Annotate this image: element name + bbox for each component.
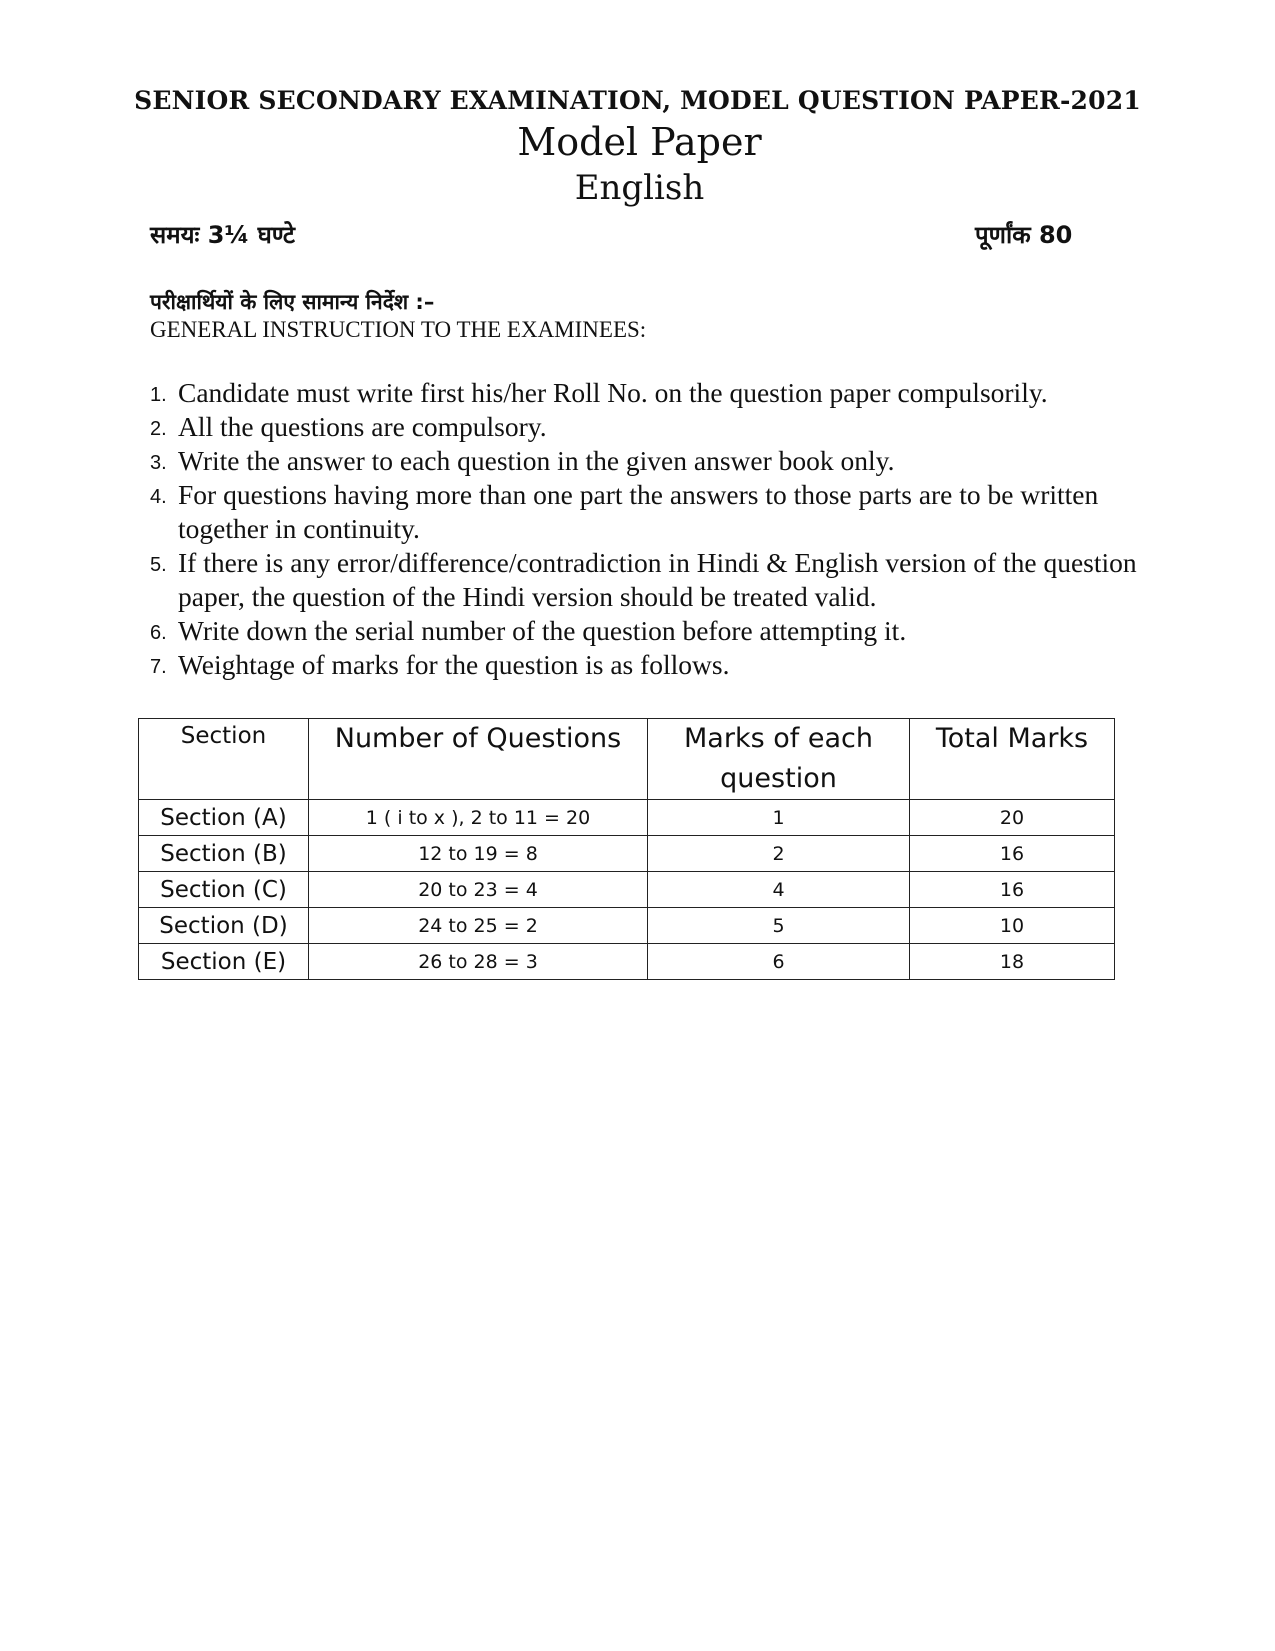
total-marks-cell: 20 <box>910 800 1115 836</box>
instruction-number: 6. <box>150 622 167 644</box>
instruction-item <box>150 376 1160 410</box>
instruction-number: 1. <box>150 384 167 406</box>
instruction-number: 7. <box>150 656 167 678</box>
instruction-item <box>150 478 1160 546</box>
marks-each-cell: 1 <box>648 800 910 836</box>
marks-each-cell: 5 <box>648 908 910 944</box>
instruction-number: 5. <box>150 554 167 576</box>
section-cell: Section (A) <box>139 800 309 836</box>
instruction-item <box>150 648 1160 682</box>
marks-each-cell: 2 <box>648 836 910 872</box>
instruction-item <box>150 614 1160 648</box>
marks-each-cell: 6 <box>648 944 910 980</box>
questions-cell: 26 to 28 = 3 <box>309 944 648 980</box>
column-header-section: Section <box>139 719 309 800</box>
table-row <box>139 908 1115 944</box>
marks-each-cell: 4 <box>648 872 910 908</box>
instruction-item <box>150 444 1160 478</box>
exam-title: SENIOR SECONDARY EXAMINATION, MODEL QUESTION PAPER-2021 <box>134 86 1141 115</box>
instruction-text: For questions having more than one part the answers to those parts are to be written together in continuity. <box>178 479 1099 544</box>
total-marks-cell: 18 <box>910 944 1115 980</box>
questions-cell: 1 ( i to x ), 2 to 11 = 20 <box>309 800 648 836</box>
instructions-heading-hindi: परीक्षार्थियों के लिए सामान्य निर्देश :– <box>150 290 435 314</box>
total-marks-cell: 16 <box>910 836 1115 872</box>
instructions-heading-english: GENERAL INSTRUCTION TO THE EXAMINEES: <box>150 317 647 342</box>
instruction-item <box>150 410 1160 444</box>
instruction-text: If there is any error/difference/contradiction in Hindi & English version of the question paper, the question of the Hindi version should be treated valid. <box>178 547 1137 612</box>
instructions-list <box>150 376 1160 682</box>
questions-cell: 24 to 25 = 2 <box>309 908 648 944</box>
column-header-marks-each: Marks of each question <box>648 719 910 800</box>
total-marks-cell: 10 <box>910 908 1115 944</box>
table-row <box>139 872 1115 908</box>
table-header-row <box>139 719 1115 800</box>
table-row <box>139 836 1115 872</box>
section-cell: Section (D) <box>139 908 309 944</box>
paper-title: Model Paper <box>517 120 762 164</box>
instruction-number: 2. <box>150 418 167 440</box>
instruction-text: Candidate must write first his/her Roll No. on the question paper compulsorily. <box>178 377 1048 408</box>
instruction-number: 3. <box>150 452 167 474</box>
instruction-text: Weightage of marks for the question is as follows. <box>178 649 730 680</box>
time-allowed: समयः 3¼ घण्टे <box>150 221 296 249</box>
questions-cell: 12 to 19 = 8 <box>309 836 648 872</box>
section-cell: Section (B) <box>139 836 309 872</box>
instruction-text: Write down the serial number of the question before attempting it. <box>178 615 907 646</box>
section-cell: Section (C) <box>139 872 309 908</box>
subject-title: English <box>574 168 705 208</box>
column-header-number-of-questions: Number of Questions <box>309 719 648 800</box>
marks-distribution-table <box>138 718 1115 980</box>
column-header-total-marks: Total Marks <box>910 719 1115 800</box>
instruction-text: Write the answer to each question in the given answer book only. <box>178 445 895 476</box>
table-row <box>139 800 1115 836</box>
maximum-marks: पूर्णांक 80 <box>975 221 1073 249</box>
instruction-item <box>150 546 1160 614</box>
questions-cell: 20 to 23 = 4 <box>309 872 648 908</box>
instruction-number: 4. <box>150 486 167 508</box>
instruction-text: All the questions are compulsory. <box>178 411 547 442</box>
table-row <box>139 944 1115 980</box>
section-cell: Section (E) <box>139 944 309 980</box>
total-marks-cell: 16 <box>910 872 1115 908</box>
